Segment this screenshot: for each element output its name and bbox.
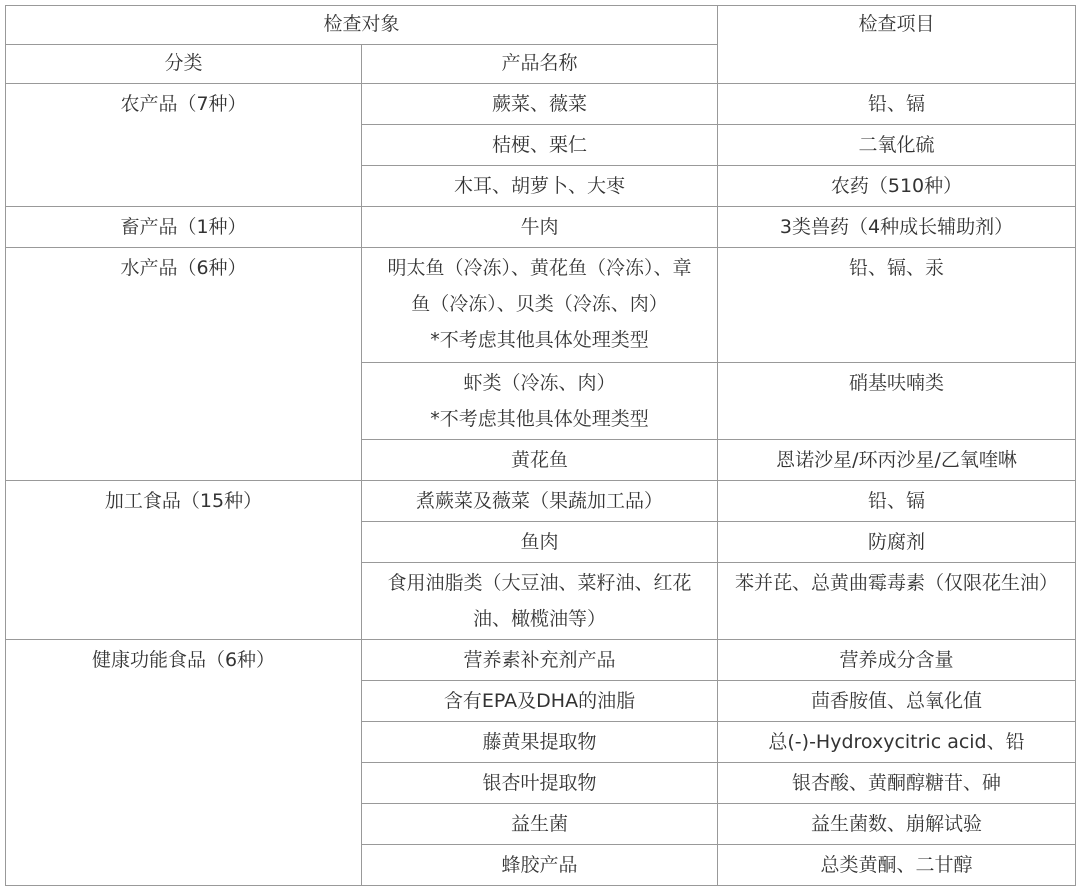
product-cell: 益生菌: [362, 804, 718, 845]
category-cell: 畜产品（1种）: [6, 207, 362, 248]
table-row: [6, 84, 1076, 125]
item-cell: 二氧化硫: [718, 125, 1076, 166]
item-cell: 营养成分含量: [718, 640, 1076, 681]
item-cell: 铅、镉: [718, 481, 1076, 522]
item-cell: 苯并芘、总黄曲霉毒素（仅限花生油）: [718, 563, 1076, 640]
item-cell: 铅、镉: [718, 84, 1076, 125]
product-cell: 虾类（冷冻、肉） *不考虑其他具体处理类型: [362, 363, 718, 440]
table-row: [6, 640, 1076, 681]
item-cell: 益生菌数、崩解试验: [718, 804, 1076, 845]
product-cell: 木耳、胡萝卜、大枣: [362, 166, 718, 207]
item-cell: 总(-)-Hydroxycitric acid、铅: [718, 722, 1076, 763]
table-row: [6, 207, 1076, 248]
product-cell: 银杏叶提取物: [362, 763, 718, 804]
category-cell: 健康功能食品（6种）: [6, 640, 362, 886]
product-cell: 煮蕨菜及薇菜（果蔬加工品）: [362, 481, 718, 522]
product-cell: 牛肉: [362, 207, 718, 248]
item-cell: 农药（510种）: [718, 166, 1076, 207]
header-product-name: 产品名称: [362, 45, 718, 84]
product-cell: 黄花鱼: [362, 440, 718, 481]
product-cell: 食用油脂类（大豆油、菜籽油、红花 油、橄榄油等）: [362, 563, 718, 640]
inspection-table: [5, 5, 1076, 886]
item-cell: 防腐剂: [718, 522, 1076, 563]
product-cell: 桔梗、栗仁: [362, 125, 718, 166]
header-category: 分类: [6, 45, 362, 84]
item-cell: 总类黄酮、二甘醇: [718, 845, 1076, 886]
item-cell: 恩诺沙星/环丙沙星/乙氧喹啉: [718, 440, 1076, 481]
item-cell: 铅、镉、汞: [718, 248, 1076, 363]
product-cell: 营养素补充剂产品: [362, 640, 718, 681]
table-row: [6, 248, 1076, 363]
category-cell: 水产品（6种）: [6, 248, 362, 481]
product-cell: 含有EPA及DHA的油脂: [362, 681, 718, 722]
product-cell: 明太鱼（冷冻）、黄花鱼（冷冻）、章 鱼（冷冻）、贝类（冷冻、肉） *不考虑其他具体处理类型: [362, 248, 718, 363]
header-row-1: [6, 6, 1076, 45]
item-cell: 硝基呋喃类: [718, 363, 1076, 440]
product-cell: 蜂胶产品: [362, 845, 718, 886]
product-cell: 藤黄果提取物: [362, 722, 718, 763]
category-cell: 农产品（7种）: [6, 84, 362, 207]
category-cell: 加工食品（15种）: [6, 481, 362, 640]
table-row: [6, 481, 1076, 522]
product-cell: 鱼肉: [362, 522, 718, 563]
product-cell: 蕨菜、薇菜: [362, 84, 718, 125]
header-object: 检查对象: [6, 6, 718, 45]
item-cell: 银杏酸、黄酮醇糖苷、砷: [718, 763, 1076, 804]
item-cell: 3类兽药（4种成长辅助剂）: [718, 207, 1076, 248]
header-items: 检查项目: [718, 6, 1076, 84]
item-cell: 茴香胺值、总氧化值: [718, 681, 1076, 722]
